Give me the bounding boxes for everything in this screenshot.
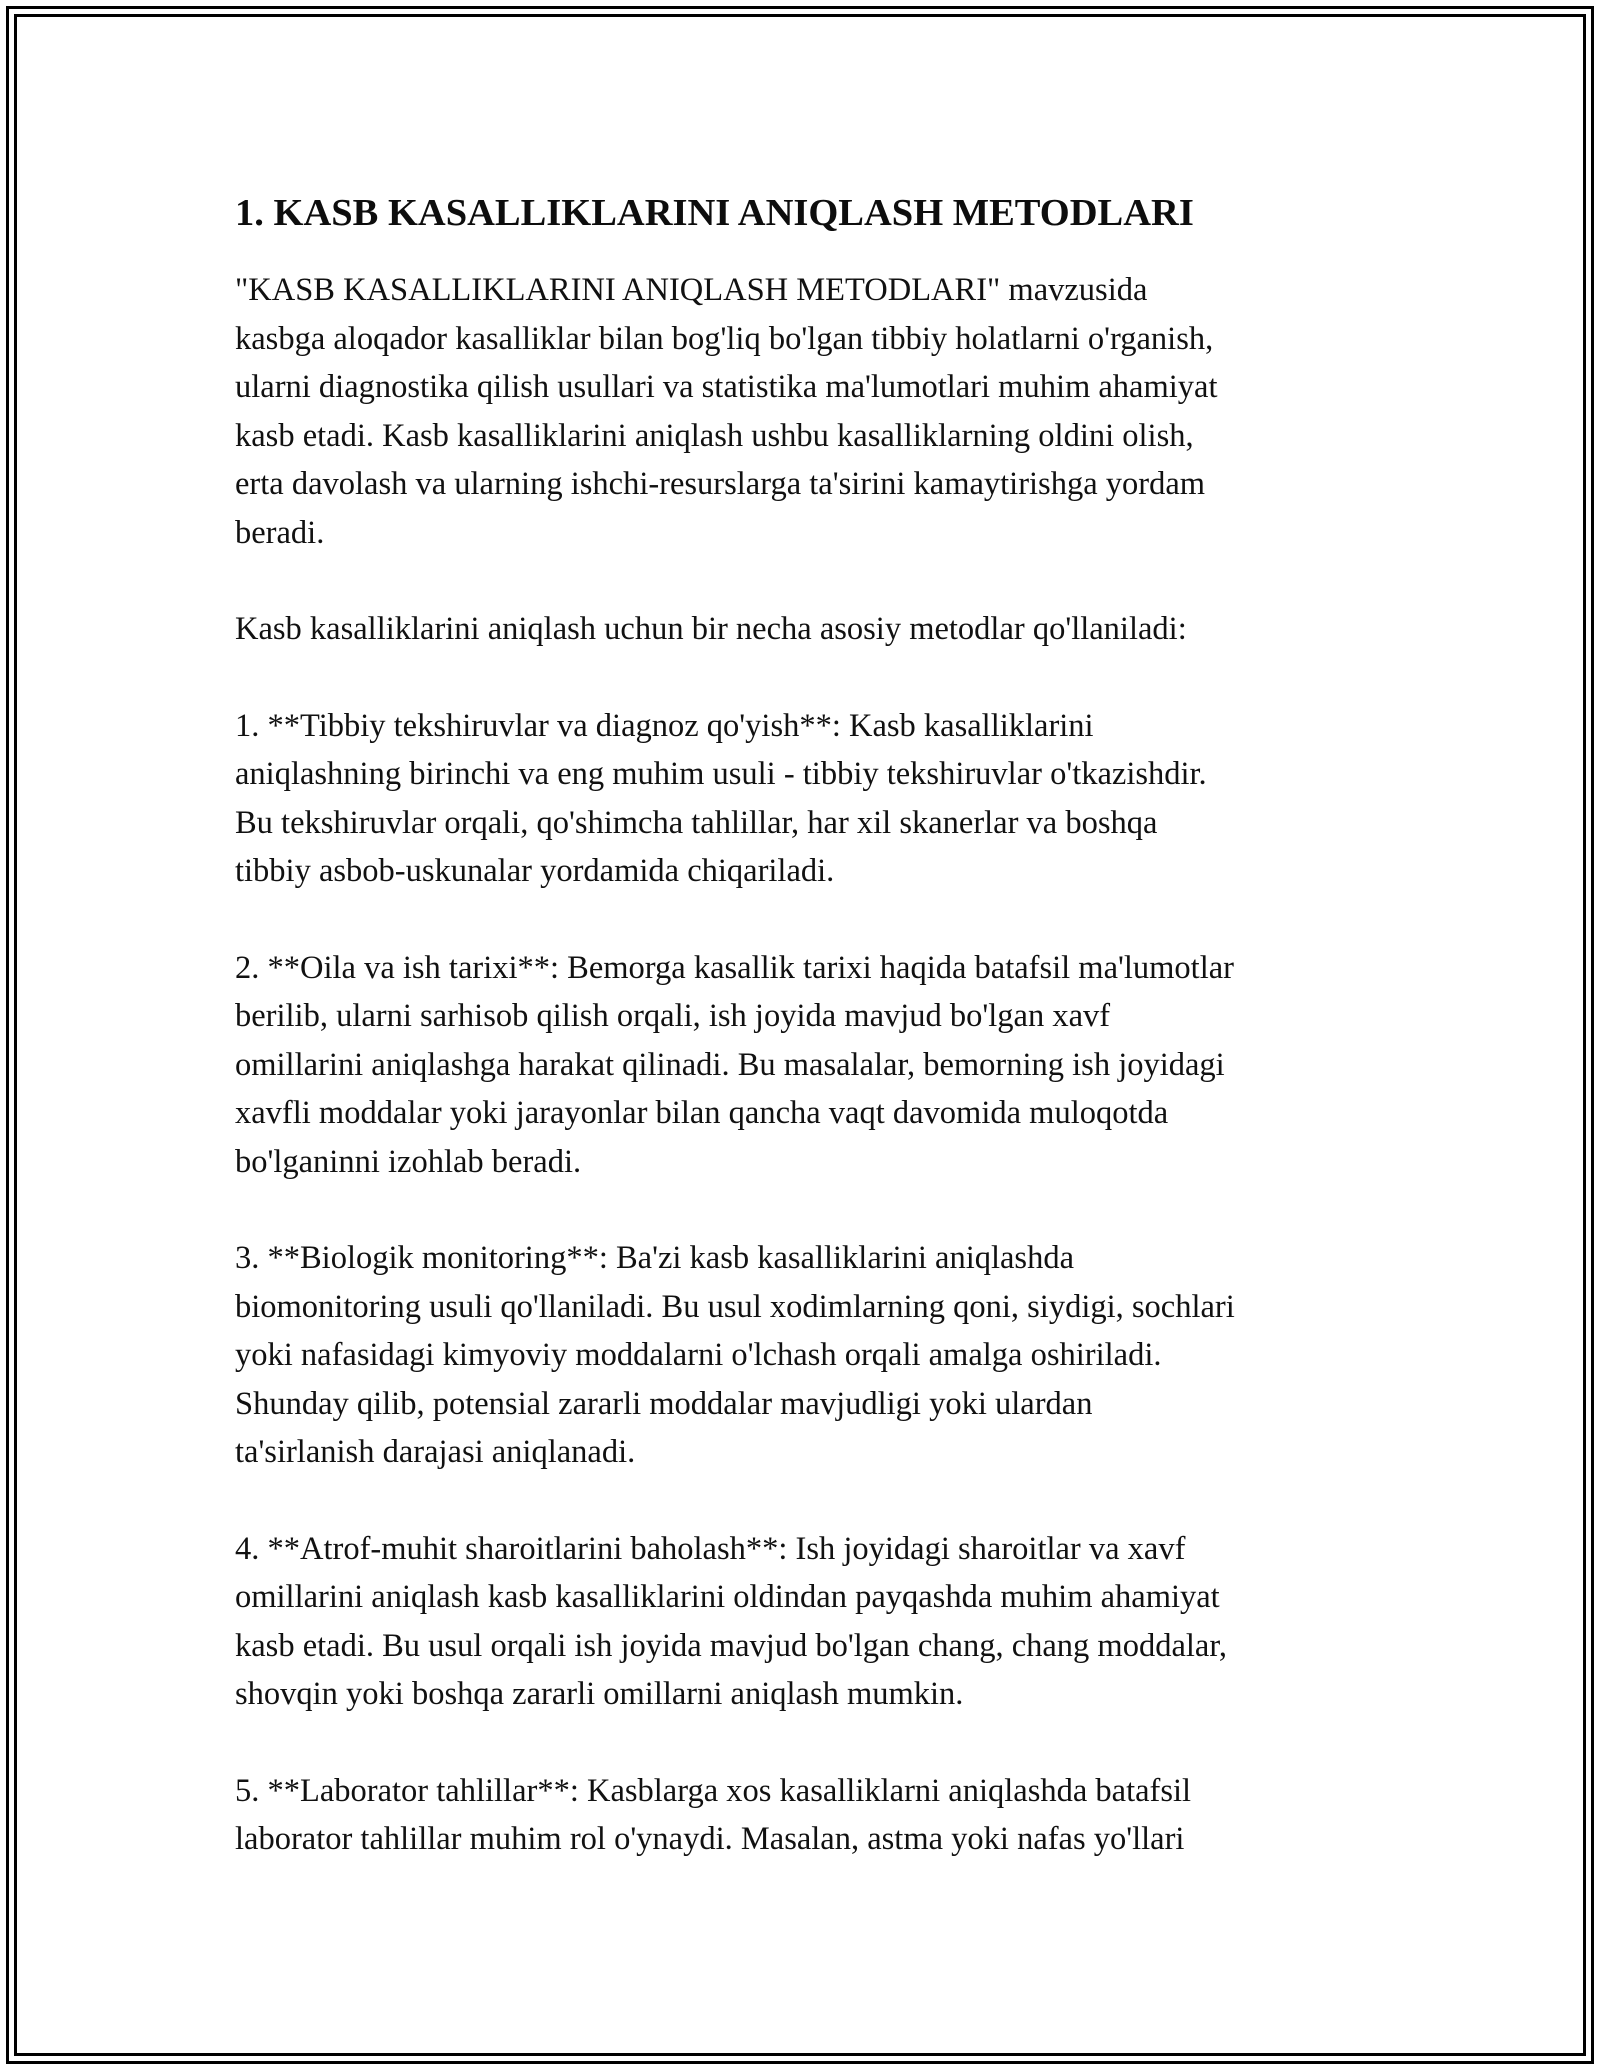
- paragraph-method-1: [235, 702, 1385, 896]
- text-line: xavfli moddalar yoki jarayonlar bilan qancha vaqt davomida muloqotda: [235, 1095, 1169, 1131]
- text-line: 1. **Tibbiy tekshiruvlar va diagnoz qo'yish**: Kasb kasalliklarini: [235, 707, 1094, 744]
- document-body: [235, 186, 1385, 1912]
- text-line: kasbga aloqador kasalliklar bilan bog'liq bo'lgan tibbiy holatlarni o'rganish,: [235, 320, 1214, 357]
- text-line: 3. **Biologik monitoring**: Ba'zi kasb kasalliklarini aniqlashda: [235, 1240, 1075, 1276]
- text-line: 5. **Laborator tahlillar**: Kasblarga xos kasalliklarni aniqlashda batafsil: [235, 1772, 1192, 1809]
- text-line: Kasb kasalliklarini aniqlash uchun bir necha asosiy metodlar qo'llaniladi:: [235, 611, 1187, 647]
- text-line: aniqlashning birinchi va eng muhim usuli - tibbiy tekshiruvlar o'tkazishdir.: [235, 756, 1207, 792]
- text-line: erta davolash va ularning ishchi-resurslarga ta'sirini kamaytirishga yordam: [235, 466, 1206, 502]
- text-line: beradi.: [235, 514, 325, 551]
- text-line: omillarini aniqlash kasb kasalliklarini oldindan payqashda muhim ahamiyat: [235, 1579, 1220, 1615]
- paragraph-method-5: [235, 1767, 1385, 1864]
- paragraph-intro: [235, 266, 1385, 557]
- text-line: 4. **Atrof-muhit sharoitlarini baholash**: Ish joyidagi sharoitlar va xavf: [235, 1530, 1186, 1567]
- paragraph-method-4: [235, 1525, 1385, 1719]
- text-line: biomonitoring usuli qo'llaniladi. Bu usul xodimlarning qoni, siydigi, sochlari: [235, 1288, 1235, 1325]
- text-line: Bu tekshiruvlar orqali, qo'shimcha tahlillar, har xil skanerlar va boshqa: [235, 804, 1158, 841]
- text-line: ularni diagnostika qilish usullari va statistika ma'lumotlari muhim ahamiyat: [235, 369, 1218, 405]
- paragraph-method-2: [235, 944, 1385, 1187]
- text-line: tibbiy asbob-uskunalar yordamida chiqariladi.: [235, 853, 835, 889]
- text-line: kasb etadi. Kasb kasalliklarini aniqlash ushbu kasalliklarning oldini olish,: [235, 417, 1194, 454]
- text-line: Shunday qilib, potensial zararli moddalar mavjudligi yoki ulardan: [235, 1385, 1093, 1422]
- text-line: shovqin yoki boshqa zararli omillarni aniqlash mumkin.: [235, 1676, 964, 1712]
- text-line: berilib, ularni sarhisob qilish orqali, ish joyida mavjud bo'lgan xavf: [235, 998, 1111, 1034]
- text-line: 2. **Oila va ish tarixi**: Bemorga kasallik tarixi haqida batafsil ma'lumotlar: [235, 949, 1234, 986]
- text-line: laborator tahlillar muhim rol o'ynaydi. Masalan, astma yoki nafas yo'llari: [235, 1821, 1185, 1857]
- document-title: 1. KASB KASALLIKLARINI ANIQLASH METODLARI: [235, 192, 1194, 234]
- text-line: ta'sirlanish darajasi aniqlanadi.: [235, 1434, 636, 1470]
- text-line: "KASB KASALLIKLARINI ANIQLASH METODLARI" mavzusida: [235, 272, 1148, 308]
- text-line: kasb etadi. Bu usul orqali ish joyida mavjud bo'lgan chang, chang moddalar,: [235, 1627, 1227, 1664]
- paragraph-method-3: [235, 1234, 1385, 1477]
- text-line: yoki nafasidagi kimyoviy moddalarni o'lchash orqali amalga oshiriladi.: [235, 1337, 1162, 1373]
- text-line: omillarini aniqlashga harakat qilinadi. Bu masalalar, bemorning ish joyidagi: [235, 1046, 1225, 1083]
- text-line: bo'lganinni izohlab beradi.: [235, 1143, 582, 1180]
- paragraph-methods-intro: [235, 605, 1385, 654]
